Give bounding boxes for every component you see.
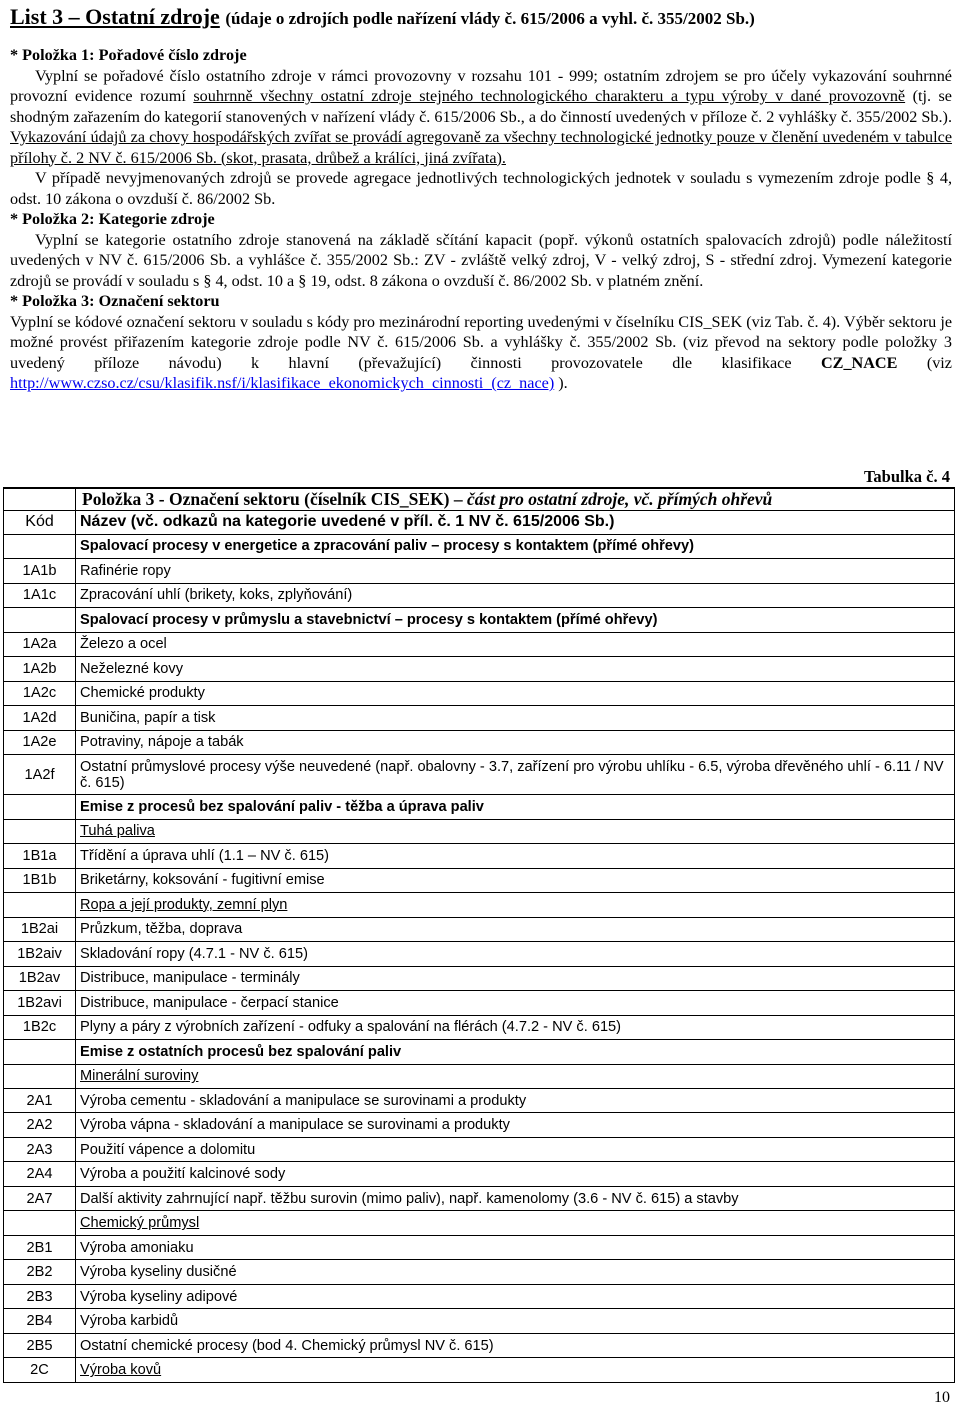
sector-name-text: Ostatní průmyslové procesy výše neuvedené (např. obalovny - 3.7, zařízení pro výrobu uhlíku - 6.5, výroba dřevěného uhlí - 6.11 / NV č. 615) — [80, 758, 944, 791]
sector-subgroup-heading — [76, 1358, 955, 1383]
sector-name — [76, 844, 955, 868]
sector-code: 1A2c — [4, 681, 76, 705]
sector-code: 2A4 — [4, 1162, 76, 1186]
table-row — [4, 1309, 955, 1333]
sector-name-text: Chemické produkty — [80, 685, 205, 702]
table-row — [4, 755, 955, 795]
item3-text-b: (viz — [897, 353, 952, 372]
table-row — [4, 1064, 955, 1088]
item1-text-a: Vyplní se pořadové číslo ostatního zdroje v rámci provozovny v rozsahu 101 - 999; ostatním zdrojem se pro účely vykazování souhrnné provozní evidence rozumí — [10, 66, 952, 105]
sector-name-text: Skladování ropy (4.7.1 - NV č. 615) — [80, 945, 308, 962]
sector-name-text: Výroba cementu - skladování a manipulace se surovinami a produkty — [80, 1092, 527, 1109]
sector-code: 1B2av — [4, 966, 76, 990]
item2-heading: * Položka 2: Kategorie zdroje — [10, 210, 215, 228]
sector-name-text: Průzkum, těžba, doprava — [80, 921, 243, 938]
sector-name — [76, 966, 955, 990]
table-row — [4, 868, 955, 892]
sector-code: 1B1a — [4, 844, 76, 868]
sector-code: 1A2a — [4, 632, 76, 656]
table-title-empty-cell — [4, 488, 76, 510]
sector-name — [76, 1333, 955, 1357]
sector-name-text: Zpracování uhlí (brikety, koks, zplyňování) — [80, 587, 353, 604]
sector-group-heading — [76, 795, 955, 819]
table-row — [4, 1211, 955, 1235]
table-row — [4, 966, 955, 990]
sector-name-text: Použití vápence a dolomitu — [80, 1141, 256, 1158]
sector-subgroup-heading — [76, 819, 955, 843]
sector-name-text: Výroba vápna - skladování a manipulace se surovinami a produkty — [80, 1117, 510, 1134]
sector-group-heading — [76, 534, 955, 558]
table-title-row — [4, 488, 955, 510]
sector-name — [76, 632, 955, 656]
sector-name-text: Neželezné kovy — [80, 660, 184, 677]
table-row — [4, 632, 955, 656]
table-row — [4, 1113, 955, 1137]
sector-name-text: Spalovací procesy v průmyslu a stavebnictví – procesy s kontaktem (přímé ohřevy) — [80, 611, 658, 628]
sector-name-text: Emise z procesů bez spalování paliv - těžba a úprava paliv — [80, 798, 484, 815]
sector-group-heading — [76, 608, 955, 632]
sector-code — [4, 893, 76, 917]
sector-name-text: Výroba a použití kalcinové sody — [80, 1166, 286, 1183]
sector-name-text: Výroba kyseliny dusičné — [80, 1264, 237, 1281]
sector-name-text: Briketárny, koksování - fugitivní emise — [80, 872, 325, 889]
column-header-name: Název (vč. odkazů na kategorie uvedené v příl. č. 1 NV č. 615/2006 Sb.) — [76, 510, 955, 534]
sector-code: 2A3 — [4, 1137, 76, 1161]
sector-name-text: Distribuce, manipulace - čerpací stanice — [80, 994, 339, 1011]
table-caption: Tabulka č. 4 — [863, 467, 950, 486]
sector-code: 2A2 — [4, 1113, 76, 1137]
sector-name-text: Plyny a páry z výrobních zařízení - odfuky a spalování na flérách (4.7.2 - NV č. 615) — [80, 1019, 622, 1036]
sector-name — [76, 583, 955, 607]
sector-name — [76, 559, 955, 583]
table-row — [4, 917, 955, 941]
item1-paragraph — [10, 66, 952, 169]
table-row — [4, 1137, 955, 1161]
table-row — [4, 819, 955, 843]
sector-table — [3, 487, 955, 1383]
sector-name-text: Tuhá paliva — [80, 823, 155, 840]
sector-code: 2B4 — [4, 1309, 76, 1333]
sector-name — [76, 706, 955, 730]
sector-name — [76, 1235, 955, 1259]
item3-heading: * Položka 3: Označení sektoru — [10, 292, 220, 310]
table-row — [4, 681, 955, 705]
sector-subgroup-heading — [76, 893, 955, 917]
sector-name-text: Třídění a úprava uhlí (1.1 – NV č. 615) — [80, 847, 330, 864]
item3-paragraph — [10, 312, 952, 394]
sector-name-text: Výroba amoniaku — [80, 1239, 194, 1256]
sector-code — [4, 1064, 76, 1088]
sector-code: 1A2f — [4, 755, 76, 795]
sector-name-text: Chemický průmysl — [80, 1215, 200, 1232]
table-row — [4, 1284, 955, 1308]
sector-code: 1B2aiv — [4, 942, 76, 966]
sector-name — [76, 1284, 955, 1308]
table-title — [76, 488, 955, 510]
item1-heading: * Položka 1: Pořadové číslo zdroje — [10, 46, 247, 64]
sector-name-text: Spalovací procesy v energetice a zpracování paliv – procesy s kontaktem (přímé ohřevy) — [80, 538, 695, 555]
sector-name — [76, 868, 955, 892]
sector-name-text: Minerální suroviny — [80, 1068, 199, 1085]
column-header-code: Kód — [4, 510, 76, 534]
sector-name-text: Potraviny, nápoje a tabák — [80, 734, 244, 751]
table-row — [4, 534, 955, 558]
sector-code: 2A1 — [4, 1089, 76, 1113]
table-row — [4, 1358, 955, 1383]
sector-code: 1A2d — [4, 706, 76, 730]
table-title-b: část pro ostatní zdroje, vč. přímých ohřevů — [467, 489, 773, 510]
sector-name-text: Distribuce, manipulace - terminály — [80, 970, 300, 987]
sector-subgroup-heading — [76, 1211, 955, 1235]
item1-paragraph-2: V případě nevyjmenovaných zdrojů se provede agregace jednotlivých technologických jednotek v souladu s vymezením zdroje podle § 4, odst. 10 zákona o ovzduší č. 86/2002 Sb. — [10, 169, 952, 208]
sector-name-text: Rafinérie ropy — [80, 562, 171, 579]
table-row — [4, 1186, 955, 1210]
table-header-row — [4, 510, 955, 534]
item3-text-c: ). — [554, 374, 568, 392]
sector-group-heading — [76, 1040, 955, 1064]
table-row — [4, 1015, 955, 1039]
item3-text-a: Vyplní se kódové označení sektoru v souladu s kódy pro mezinárodní reporting uvedenými v číselníku CIS_SEK (viz Tab. č. 4). Výběr sektoru je možné provést přiřazením kategorie zdroje podle NV č. 615/2006 Sb. a vyhlášky č. 355/2002 Sb. (viz převod na sektory podle položky 3 uvedený příloze návodu) k hlavní (převažující) činnosti provozovatele dle klasifikace — [10, 312, 952, 372]
sector-code — [4, 795, 76, 819]
table-row — [4, 1260, 955, 1284]
sector-code: 2B3 — [4, 1284, 76, 1308]
title-subtitle: (údaje o zdrojích podle nařízení vlády č. 615/2006 a vyhl. č. 355/2002 Sb.) — [225, 9, 755, 28]
sector-code: 1B2ai — [4, 917, 76, 941]
sector-code — [4, 608, 76, 632]
sector-code: 1A1b — [4, 559, 76, 583]
item2-paragraph: Vyplní se kategorie ostatního zdroje stanovená na základě sčítání kapacit (popř. výkonů ostatních spalovacích zdrojů) podle náležitostí uvedených v NV č. 615/2006 Sb. a vyhlášce č. 355/2002 Sb.: ZV - zvláště velký zdroj, V - velký zdroj, S - střední zdroj. Vymezení kategorie zdrojů se provádí v souladu s § 4, odst. 10 a § 19, odst. 8 zákona o ovzduší č. 86/2002 Sb. v platném znění. — [10, 230, 952, 290]
table-row — [4, 1040, 955, 1064]
sector-name — [76, 1162, 955, 1186]
sector-name — [76, 681, 955, 705]
table-title-a: Položka 3 - Označení sektoru (číselník CIS_SEK) – — [82, 489, 468, 510]
sector-name-text: Železo a ocel — [80, 636, 167, 653]
sector-code: 1A2e — [4, 730, 76, 754]
sector-name — [76, 1089, 955, 1113]
sector-code: 1A2b — [4, 657, 76, 681]
sector-code: 1A1c — [4, 583, 76, 607]
title-main: List 3 – Ostatní zdroje — [10, 4, 220, 29]
table-row — [4, 730, 955, 754]
sector-name — [76, 942, 955, 966]
item1-section — [10, 45, 952, 394]
table-row — [4, 583, 955, 607]
sector-name — [76, 991, 955, 1015]
table-row — [4, 1333, 955, 1357]
item1-text-underlined: souhrnně všechny ostatní zdroje stejného technologického charakteru a typu výroby v dané provozovně — [193, 87, 906, 105]
sector-name — [76, 1137, 955, 1161]
sector-code — [4, 534, 76, 558]
sector-name — [76, 755, 955, 795]
sector-name-text: Výroba kyseliny adipové — [80, 1288, 238, 1305]
sector-name-text: Emise z ostatních procesů bez spalování paliv — [80, 1043, 402, 1060]
sector-code: 1B2avi — [4, 991, 76, 1015]
page-number: 10 — [934, 1389, 950, 1406]
sector-name-text: Ostatní chemické procesy (bod 4. Chemický průmysl NV č. 615) — [80, 1337, 494, 1354]
sector-name-text: Výroba karbidů — [80, 1313, 179, 1330]
page-title — [10, 4, 755, 30]
table-row — [4, 844, 955, 868]
sector-name-text: Ropa a její produkty, zemní plyn — [80, 896, 288, 913]
sector-code — [4, 1211, 76, 1235]
sector-code: 1B1b — [4, 868, 76, 892]
table-row — [4, 1162, 955, 1186]
item1-text-b: (tj. se shodným zařazením do kategorií stanovených v nařízení vlády č. 615/2006 Sb., a do činností uvedených v příloze č. 2 vyhlášky č. 355/2002 Sb.). — [10, 87, 952, 126]
sector-name-text: Buničina, papír a tisk — [80, 709, 216, 726]
sector-code: 2B1 — [4, 1235, 76, 1259]
table-row — [4, 942, 955, 966]
sector-name — [76, 730, 955, 754]
sector-name — [76, 917, 955, 941]
table-row — [4, 1089, 955, 1113]
sector-name — [76, 1309, 955, 1333]
sector-code: 2B5 — [4, 1333, 76, 1357]
sector-name — [76, 1186, 955, 1210]
table-row — [4, 657, 955, 681]
table-row — [4, 706, 955, 730]
nace-link[interactable]: http://www.czso.cz/csu/klasifik.nsf/i/klasifikace_ekonomickych_cinnosti_(cz_nace) — [10, 374, 555, 392]
sector-code: 2C — [4, 1358, 76, 1383]
sector-code — [4, 819, 76, 843]
sector-code: 2B2 — [4, 1260, 76, 1284]
table-row — [4, 893, 955, 917]
sector-code — [4, 1040, 76, 1064]
sector-name — [76, 657, 955, 681]
sector-subgroup-heading — [76, 1064, 955, 1088]
sector-name-text: Další aktivity zahrnující např. těžbu surovin (mimo paliv), např. kamenolomy (3.6 - NV č. 615) a stavby — [80, 1190, 739, 1207]
sector-code: 2A7 — [4, 1186, 76, 1210]
table-row — [4, 1235, 955, 1259]
table-row — [4, 559, 955, 583]
table-row — [4, 608, 955, 632]
sector-code: 1B2c — [4, 1015, 76, 1039]
table-row — [4, 795, 955, 819]
sector-name-text: Výroba kovů — [80, 1362, 162, 1379]
sector-name — [76, 1260, 955, 1284]
item3-text-bold: CZ_NACE — [820, 353, 898, 372]
item1-text-underlined-2: Vykazování údajů za chovy hospodářských zvířat se provádí agregovaně za všechny technologické jednotky pouze v členění uvedeném v tabulce přílohy č. 2 NV č. 615/2006 Sb. (skot, prasata, drůbež a králíci, jiná zvířata). — [10, 128, 952, 167]
sector-name — [76, 1015, 955, 1039]
sector-name — [76, 1113, 955, 1137]
table-row — [4, 991, 955, 1015]
